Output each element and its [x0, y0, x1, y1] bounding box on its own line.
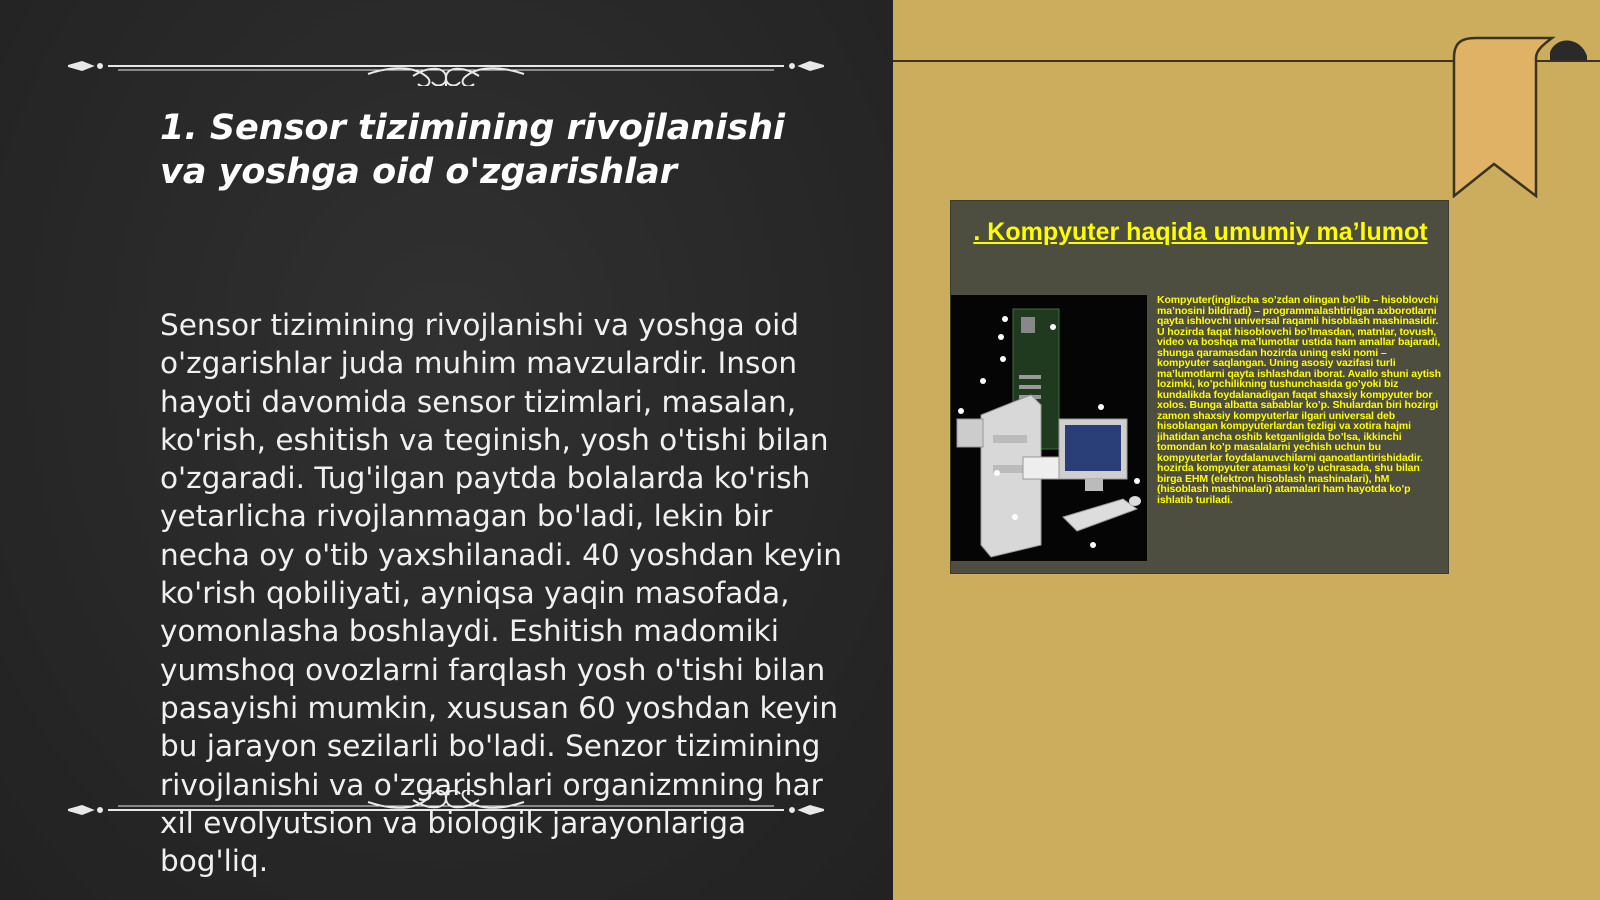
computer-parts-image [951, 295, 1147, 561]
card-body-text: Kompyuter(inglizcha so’zdan olingan bo’lib – hisoblovchi ma’nosini bildiradi) – programmalashtirilgan axborotlarni qayta ishlovchi universal raqamli hisoblash mashinasidir. U hozirda faqat hisoblovchi bo’lmasdan, matnlar, tovush, video va boshqa ma’lumotlar ustida ham amallar bajaradi, shunga qaramasdan hozirda uning eski nomi – kompyuter saqlangan. Uning asosiy vazifasi turli ma’lumotlarni qayta ishlashdan iborat. Avallo shuni aytish lozimki, ko’pchilikning tushunchasida go’yoki biz kundalikda foydalanadigan faqat shaxsiy kompyuter bor xolos. Bunga albatta sabablar ko’p. Shulardan biri hozirgi zamon shaxsiy kompyuterlar ilgari universal deb hisoblangan kompyuterlardan tezligi va xotira hajmi jihatidan ancha oshib ketganligida bo’lsa, ikkinchi tomondan ko’p masalalarni yechish uchun bu kompyuterlar foydalanuvchilarni qanoatlantirishidadir. hozirda kompyuter atamasi ko’p uchrasada, shu bilan birga EHM (elektron hisoblash mashinalari), hM (hisoblash mashinalari) atamalari ham hayotda ko’p ishlatib turiladi. [1157, 294, 1441, 506]
slide-title: 1. Sensor tizimining rivojlanishi va yoshga oid o'zgarishlar [160, 108, 786, 192]
top-ornament-divider [68, 46, 824, 86]
computer-info-card [950, 200, 1449, 574]
bookmark-icon [1432, 36, 1587, 198]
card-title: . Kompyuter haqida umumiy ma’lumot [973, 218, 1428, 246]
slide-body-text: Sensor tizimining rivojlanishi va yoshga oid o'zgarishlar juda muhim mavzulardir. Inson hayoti davomida sensor tizimlari, masalan, ko'rish, eshitish va teginish, yosh o'tishi bilan o'zgaradi. Tug'ilgan paytda bolalarda ko'rish yetarlicha rivojlanmagan bo'ladi, lekin bir necha oy o'tib yaxshilanadi. 40 yoshdan keyin ko'rish qobiliyati, ayniqsa yaqin masofada, yomonlasha boshlaydi. Eshitish madomiki yumshoq ovozlarni farqlash yosh o'tishi bilan pasayishi mumkin, xususan 60 yoshdan keyin bu jarayon sezilarli bo'ladi. Senzor tizimining rivojlanishi va o'zgarishlari organizmning har xil evolyutsion va biologik jarayonlariga bog'liq. [160, 308, 843, 879]
